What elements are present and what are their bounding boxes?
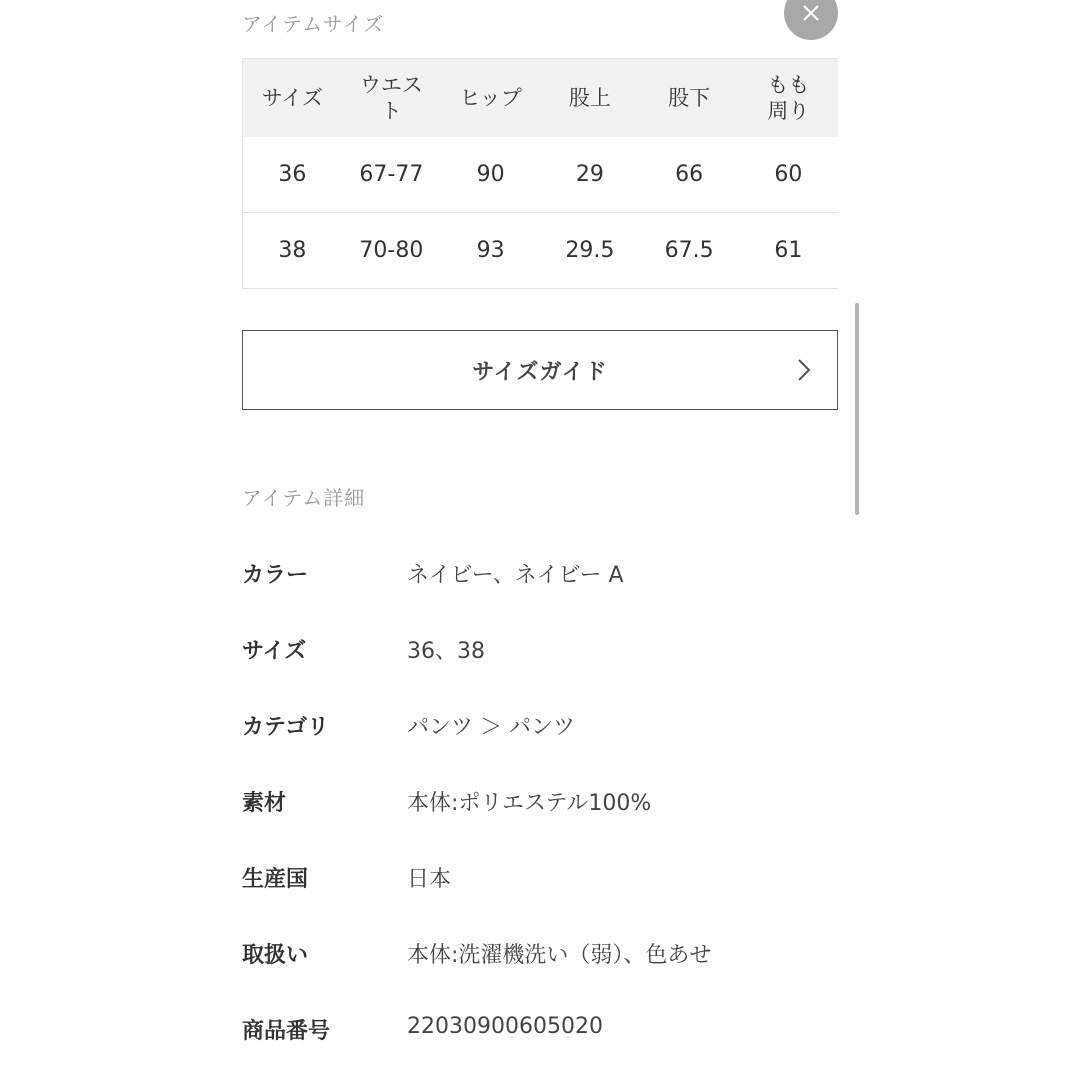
header-size: サイズ xyxy=(261,85,324,110)
size-table-header xyxy=(739,59,838,137)
table-cell: 67.5 xyxy=(640,213,739,289)
size-table-header xyxy=(342,59,441,137)
header-inseam: 股下 xyxy=(668,85,711,110)
detail-label: 商品番号 xyxy=(242,1019,331,1044)
table-cell: 67-77 xyxy=(342,137,441,213)
detail-row-origin xyxy=(242,852,842,928)
detail-row-material xyxy=(242,776,842,852)
size-table-header xyxy=(640,59,739,137)
detail-value: 本体:洗濯機洗い（弱）、色あせ xyxy=(407,943,712,968)
detail-value: 日本 xyxy=(407,867,452,892)
size-table-header xyxy=(441,59,540,137)
table-cell: 61 xyxy=(739,213,838,289)
scrollbar[interactable] xyxy=(855,303,859,515)
detail-row-category xyxy=(242,700,842,776)
detail-label: 素材 xyxy=(242,791,287,816)
table-cell: 90 xyxy=(441,137,540,213)
detail-label: 取扱い xyxy=(242,943,309,968)
detail-label: 生産国 xyxy=(242,867,309,892)
detail-value: 本体:ポリエステル100% xyxy=(407,791,652,816)
table-cell: 66 xyxy=(640,137,739,213)
detail-row-size xyxy=(242,624,842,700)
detail-label: カテゴリ xyxy=(242,715,330,740)
size-guide-button[interactable] xyxy=(242,330,838,410)
close-icon xyxy=(801,3,821,23)
detail-label: カラー xyxy=(242,563,309,588)
item-size-title: アイテムサイズ xyxy=(242,12,385,36)
table-cell: 29 xyxy=(540,137,639,213)
detail-row-product-number xyxy=(242,1004,842,1080)
size-table-header-row xyxy=(243,59,839,137)
header-rise: 股上 xyxy=(568,85,611,110)
size-table-header xyxy=(243,59,342,137)
table-cell: 29.5 xyxy=(540,213,639,289)
table-cell: 38 xyxy=(243,213,342,289)
item-detail-list xyxy=(242,548,842,1080)
item-detail-title: アイテム詳細 xyxy=(242,486,366,510)
size-table-header xyxy=(540,59,639,137)
table-row xyxy=(243,213,839,289)
header-thigh: もも周り xyxy=(767,72,810,123)
detail-value: パンツ ＞ パンツ xyxy=(407,715,575,740)
detail-label: サイズ xyxy=(242,639,307,664)
detail-value: 36、38 xyxy=(407,639,485,664)
detail-row-color xyxy=(242,548,842,624)
detail-value: ネイビー、ネイビー A xyxy=(407,563,624,588)
close-button[interactable] xyxy=(784,0,838,40)
detail-value: 22030900605020 xyxy=(407,1014,603,1039)
size-table xyxy=(242,58,838,289)
size-guide-label: サイズガイド xyxy=(472,359,608,385)
header-waist: ウエスト xyxy=(359,72,423,123)
table-row xyxy=(243,137,839,213)
chevron-right-icon xyxy=(797,358,811,382)
table-cell: 60 xyxy=(739,137,838,213)
table-cell: 36 xyxy=(243,137,342,213)
detail-row-care xyxy=(242,928,842,1004)
table-cell: 93 xyxy=(441,213,540,289)
header-hip: ヒップ xyxy=(459,85,522,110)
table-cell: 70-80 xyxy=(342,213,441,289)
